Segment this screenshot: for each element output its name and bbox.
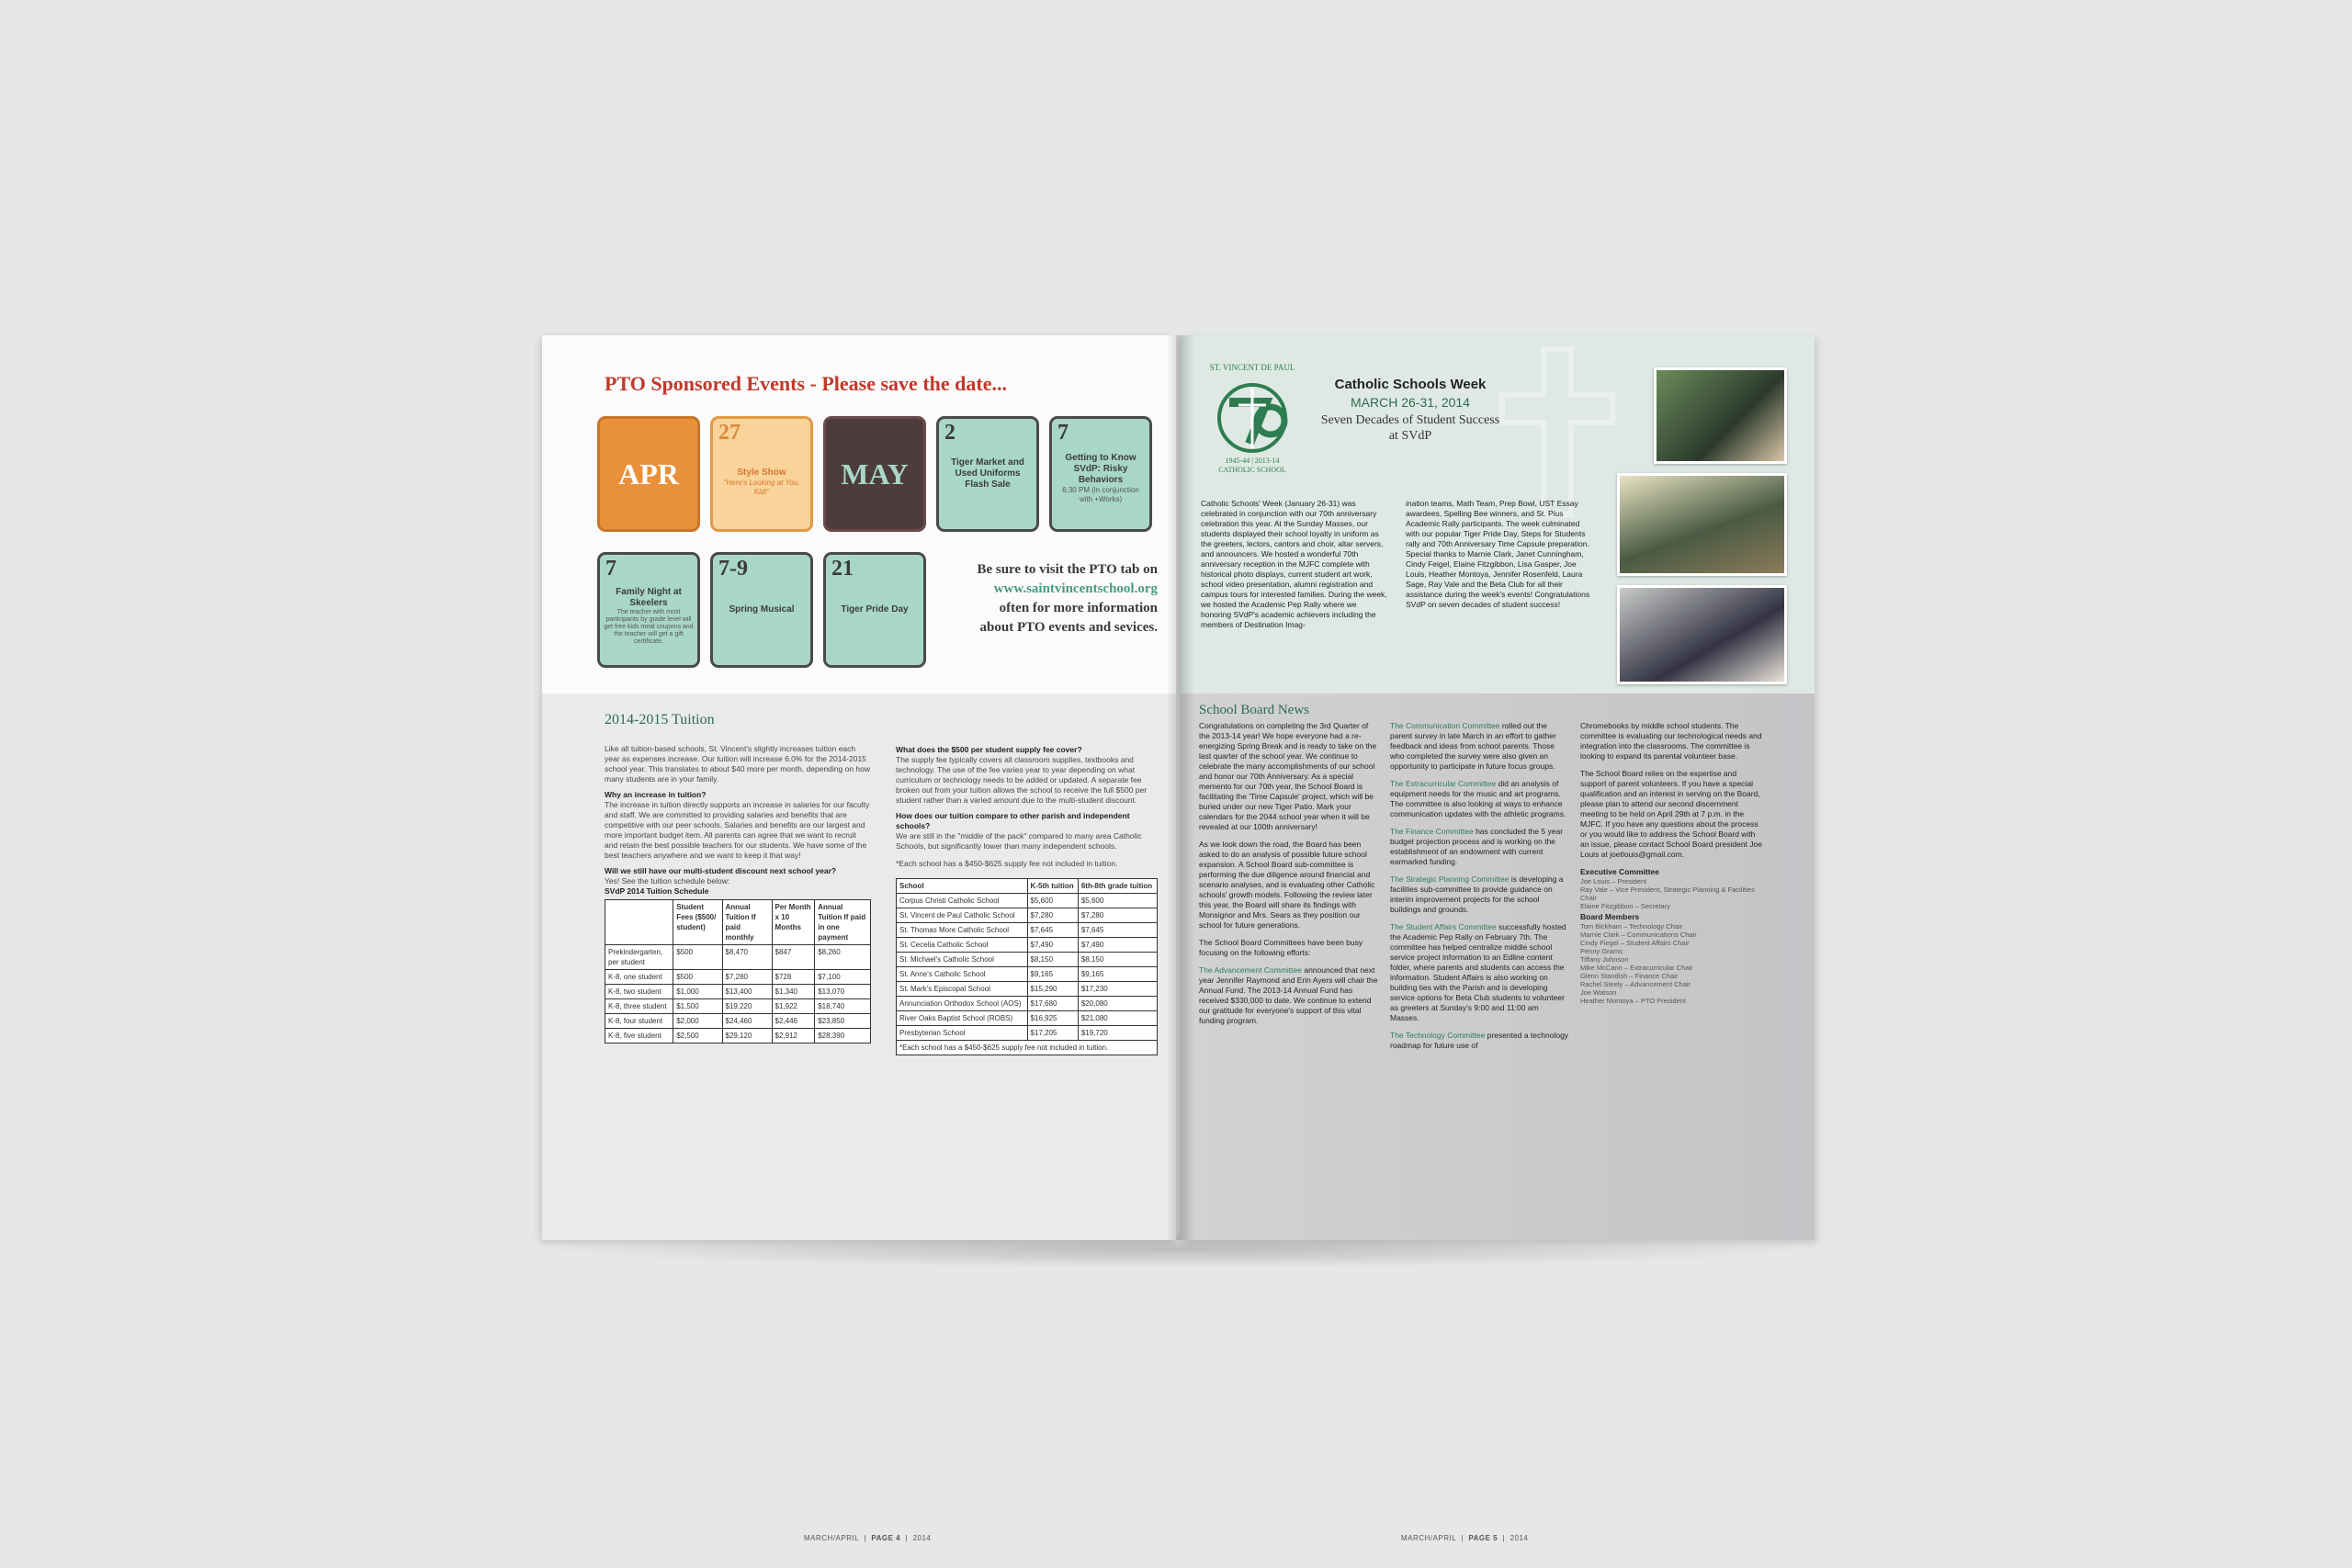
tile-num: 27 bbox=[718, 421, 741, 445]
tile-risky-behaviors bbox=[1049, 416, 1152, 532]
tuition-col-2 bbox=[896, 739, 1158, 1055]
logo-years: 1945-44 | 2013-14 bbox=[1225, 457, 1280, 465]
td: $9,165 bbox=[1027, 967, 1078, 982]
board-list bbox=[1580, 922, 1764, 1005]
td: $7,645 bbox=[1078, 923, 1157, 938]
right-page bbox=[1181, 335, 1815, 1542]
sb-col-3 bbox=[1580, 721, 1764, 1005]
events-section bbox=[542, 335, 1176, 694]
td: $500 bbox=[673, 970, 722, 985]
left-page bbox=[542, 335, 1176, 1542]
paragraph: We are still in the "middle of the pack" compared to many area Catholic Schools, but significantly lower than many independent schools. bbox=[896, 831, 1142, 851]
committee-text: did an analysis of equipment needs for the music and art programs. The committee is also looking at ways to enhance communication updates with the athletic programs. bbox=[1390, 779, 1566, 818]
paragraph: Chromebooks by middle school students. The committee is evaluating our technological needs and integration into the classrooms. The committee is looking to expand its parental volunteer base. bbox=[1580, 721, 1762, 761]
td: $7,100 bbox=[815, 970, 871, 985]
csw-title: Catholic Schools Week bbox=[1334, 377, 1487, 392]
table-row bbox=[897, 967, 1158, 982]
td: St. Vincent de Paul Catholic School bbox=[897, 908, 1028, 923]
td: $16,925 bbox=[1027, 1011, 1078, 1026]
table-row bbox=[897, 953, 1158, 967]
td: $7,490 bbox=[1027, 938, 1078, 953]
td: $28,390 bbox=[815, 1029, 871, 1043]
committee-name: The Finance Committee bbox=[1390, 827, 1474, 836]
logo-school: CATHOLIC SCHOOL bbox=[1218, 466, 1286, 474]
tile-title: Getting to Know SVdP: Risky Behaviors bbox=[1065, 453, 1136, 485]
sb-col-1 bbox=[1199, 721, 1378, 1026]
committee-name: The Student Affairs Committee bbox=[1390, 922, 1497, 931]
footer-year: 2014 bbox=[1510, 1534, 1529, 1542]
students-photo-1 bbox=[1654, 367, 1787, 464]
exec-title: Executive Committee bbox=[1580, 867, 1659, 876]
td: $20,080 bbox=[1078, 997, 1157, 1011]
footer-year: 2014 bbox=[912, 1534, 932, 1542]
td: St. Cecelia Catholic School bbox=[897, 938, 1028, 953]
list-item: Cindy Fiegel – Student Affairs Chair bbox=[1580, 939, 1690, 947]
list-item: Mike McCann – Extracurricular Chair bbox=[1580, 964, 1693, 972]
question: Why an increase in tuition? bbox=[605, 790, 707, 799]
csw-col-1: Catholic Schools' Week (January 26-31) was celebrated in conjunction with our 70th anniversary celebration this year. At the Sunday Masses, our students displayed their school loyalty in uniform as the greeters, lectors, cantors and choir, altar servers, and announcers. We hosted a wonderful 70th anniversary reception in the MJFC complete with historical photo displays, current student art work, school video presentation, alumni registration and campus tours for interested families. During the week, we hosted the Academic Pep Rally where we honoring SVdP's academic achievers including the members of Destination Imag- bbox=[1201, 499, 1387, 629]
list-item: Heather Montoya – PTO President bbox=[1580, 997, 1686, 1005]
table-row bbox=[897, 1026, 1158, 1041]
committee-text: is developing a facilities sub-committee to provide guidance on interim improvement projects for the school buildings and grounds. bbox=[1390, 874, 1564, 914]
committee-name: The Communication Committee bbox=[1390, 721, 1500, 730]
td: K-8, five student bbox=[605, 1029, 673, 1043]
list-item: Penny Grams bbox=[1580, 947, 1623, 955]
paragraph bbox=[1199, 965, 1378, 1026]
td: $17,680 bbox=[1027, 997, 1078, 1011]
td: St. Thomas More Catholic School bbox=[897, 923, 1028, 938]
tile-tiger-market bbox=[936, 416, 1039, 532]
paragraph: The School Board Committees have been busy focusing on the following efforts: bbox=[1199, 938, 1363, 957]
td: $24,460 bbox=[722, 1014, 772, 1029]
note: *Each school has a $450-$625 supply fee not included in tuition. bbox=[896, 859, 1118, 868]
exec-list bbox=[1580, 877, 1764, 910]
committee-name: The Extracurricular Committee bbox=[1390, 779, 1497, 788]
committee-item bbox=[1390, 827, 1569, 867]
tile-big: MAY bbox=[841, 457, 909, 491]
td: $5,600 bbox=[1027, 894, 1078, 908]
schedule-title: SVdP 2014 Tuition Schedule bbox=[605, 886, 709, 896]
question: What does the $500 per student supply fee cover? bbox=[896, 745, 1082, 754]
td: $19,720 bbox=[1078, 1026, 1157, 1041]
footer-issue: MARCH/APRIL bbox=[1401, 1534, 1456, 1542]
tile-may bbox=[823, 416, 926, 532]
visit-line: often for more information bbox=[999, 601, 1158, 615]
tuition-col-1 bbox=[605, 744, 871, 1043]
tile-apr bbox=[597, 416, 700, 532]
tile-title: Tiger Pride Day bbox=[841, 604, 909, 615]
footer-issue: MARCH/APRIL bbox=[804, 1534, 859, 1542]
td: K-8, two student bbox=[605, 985, 673, 999]
paragraph: The increase in tuition directly supports an increase in salaries for our faculty and staff. We are committed to providing salaries and benefits that are competitive with our peer schools. Salaries and benefits are our largest and more important budget item. All parents can agree that we want to recruit and retain the best possible teachers for our students. We have some of the best teachers anywhere and we want to keep it that way! bbox=[605, 800, 870, 860]
table-row bbox=[897, 938, 1158, 953]
csw-header bbox=[1318, 377, 1502, 444]
td: $1,500 bbox=[673, 999, 722, 1014]
tile-sub: The teacher with most participants by grade level will get free kids meal coupons and the teacher will get a gift certificate. bbox=[604, 609, 694, 645]
table-row bbox=[605, 985, 871, 999]
td: $8,260 bbox=[815, 945, 871, 970]
pto-url-link[interactable]: www.saintvincentschool.org bbox=[993, 581, 1158, 596]
tile-title: Style Show bbox=[737, 468, 786, 478]
td: $7,280 bbox=[1078, 908, 1157, 923]
th: Annual Tuition If paid monthly bbox=[722, 900, 772, 945]
td: River Oaks Baptist School (ROBS) bbox=[897, 1011, 1028, 1026]
paragraph: Yes! See the tuition schedule below: bbox=[605, 876, 730, 886]
td: Corpus Christi Catholic School bbox=[897, 894, 1028, 908]
committee-item bbox=[1390, 922, 1569, 1023]
csw-section bbox=[1181, 335, 1815, 694]
tuition-compare-table bbox=[896, 878, 1158, 1055]
td: $2,912 bbox=[772, 1029, 815, 1043]
tuition-section bbox=[542, 694, 1176, 1542]
td: $7,280 bbox=[722, 970, 772, 985]
td: $1,922 bbox=[772, 999, 815, 1014]
logo-name: ST. VINCENT DE PAUL bbox=[1209, 363, 1295, 372]
th: Annual Tuition If paid in one payment bbox=[815, 900, 871, 945]
tile-num: 7 bbox=[605, 557, 616, 581]
td: K-8, four student bbox=[605, 1014, 673, 1029]
td: $23,850 bbox=[815, 1014, 871, 1029]
td: $2,000 bbox=[673, 1014, 722, 1029]
td: $17,205 bbox=[1027, 1026, 1078, 1041]
th: School bbox=[897, 879, 1028, 894]
td: Annunciation Orthodox School (AOS) bbox=[897, 997, 1028, 1011]
tile-sub: "Here's Looking at You, Kid!" bbox=[723, 479, 800, 496]
sb-col-2 bbox=[1390, 721, 1569, 1051]
td: $18,740 bbox=[815, 999, 871, 1014]
committee-name: The Technology Committee bbox=[1390, 1031, 1486, 1040]
tile-title: Tiger Market and Used Uniforms Flash Sale bbox=[951, 457, 1024, 490]
td: K-8, three student bbox=[605, 999, 673, 1014]
tile-num: 7 bbox=[1057, 421, 1069, 445]
paragraph: The School Board relies on the expertise and support of parent volunteers. If you have a special qualification and an interest in serving on the Board, please plan to attend our second discernment meeting to be held on April 29th at 7 p.m. in the MJFC. If you have any questions about the process or you would like to address the School Board with an issue, please contact School Board president Joe Louis at joetlouis@gmail.com. bbox=[1580, 769, 1762, 859]
tile-title: Family Night at Skeelers bbox=[616, 587, 682, 608]
th: Per Month x 10 Months bbox=[772, 900, 815, 945]
tile-num: 21 bbox=[831, 557, 854, 581]
committee-item bbox=[1390, 1031, 1569, 1051]
td: $13,070 bbox=[815, 985, 871, 999]
table-row bbox=[897, 982, 1158, 997]
table-row bbox=[605, 1029, 871, 1043]
committee-name: The Strategic Planning Committee bbox=[1390, 874, 1510, 884]
td: $9,165 bbox=[1078, 967, 1157, 982]
committee-name: The Advancement Committee bbox=[1199, 965, 1302, 975]
table-row bbox=[897, 1041, 1158, 1055]
spine-fold bbox=[1167, 335, 1194, 1240]
events-title: PTO Sponsored Events - Please save the date... bbox=[605, 372, 1007, 395]
page-footer: MARCH/APRIL | PAGE 4 | 2014 bbox=[804, 1534, 932, 1542]
tile-num: 2 bbox=[944, 421, 956, 445]
tile-big: APR bbox=[618, 457, 679, 491]
committee-item bbox=[1390, 779, 1569, 819]
list-item: Joe Louis – President bbox=[1580, 877, 1647, 886]
th bbox=[605, 900, 673, 945]
school-board-section bbox=[1181, 694, 1815, 1542]
tile-tiger-pride bbox=[823, 552, 926, 668]
cross-watermark-icon bbox=[1502, 349, 1612, 514]
table-row bbox=[897, 894, 1158, 908]
td: $8,150 bbox=[1078, 953, 1157, 967]
sb-title: School Board News bbox=[1199, 703, 1309, 717]
tile-family-night bbox=[597, 552, 700, 668]
td: $8,150 bbox=[1027, 953, 1078, 967]
td: $1,340 bbox=[772, 985, 815, 999]
tuition-schedule-table bbox=[605, 899, 871, 1043]
students-photo-2 bbox=[1617, 473, 1787, 576]
td: $847 bbox=[772, 945, 815, 970]
tile-spring-musical bbox=[710, 552, 813, 668]
tile-title: Spring Musical bbox=[729, 604, 795, 615]
csw-date: MARCH 26-31, 2014 bbox=[1351, 395, 1470, 410]
td: $5,600 bbox=[1078, 894, 1157, 908]
td: $728 bbox=[772, 970, 815, 985]
list-item: Tom Bickham – Technology Chair bbox=[1580, 922, 1683, 931]
footer-page: PAGE 5 bbox=[1468, 1534, 1498, 1542]
students-photo-3 bbox=[1617, 585, 1787, 684]
table-row bbox=[605, 999, 871, 1014]
td: $19,220 bbox=[722, 999, 772, 1014]
visit-line: Be sure to visit the PTO tab on bbox=[977, 562, 1158, 577]
list-item: Ray Vale – Vice President, Strategic Planning & Facilities Chair bbox=[1580, 886, 1755, 902]
paragraph: As we look down the road, the Board has been asked to do an analysis of possible future school expansion. A School Board sub-committee is performing the due diligence around financial and scenario analyses, and is evaluating other Catholic schools' growth models. Following the review later this year, the Board will share its findings with Monsignor and Mrs. Sears as they position our school for future generations. bbox=[1199, 840, 1375, 930]
committee-text: announced that next year Jennifer Raymond and Erin Ayers will chair the Annual Fund. The 2013-14 Annual Fund has received $330,000 to date. We continue to extend our gratitude for everyone's support of this vital funding program. bbox=[1199, 965, 1378, 1025]
td: *Each school has a $450-$625 supply fee not included in tuition. bbox=[897, 1041, 1158, 1055]
tile-style-show bbox=[710, 416, 813, 532]
td: $13,400 bbox=[722, 985, 772, 999]
committee-text: successfully hosted the Academic Pep Rally on February 7th. The committee has helped centralize middle school service project information to an Edline content folder, where parents and students can access the information. Student Affairs is also working on building ties with the Parish and is developing service options for Beta Club students to volunteer as greeters at Sunday's 9:00 and 11:00 am Masses. bbox=[1390, 922, 1566, 1022]
committee-text: presented a technology roadmap for future use of bbox=[1390, 1031, 1569, 1050]
svdp-70th-logo-icon bbox=[1197, 361, 1307, 471]
list-item: Marnie Clark – Communications Chair bbox=[1580, 931, 1697, 939]
td: St. Michael's Catholic School bbox=[897, 953, 1028, 967]
visit-line: about PTO events and sevices. bbox=[979, 620, 1158, 635]
paragraph: The supply fee typically covers all classroom supplies, textbooks and technology. The use of the fee varies year to year depending on what curriculum or technology needs to be added or updated. A separate fee broken out from your tuition allows the school to receive the full $500 per student rather than a varied amount due to the multi-student discount. bbox=[896, 755, 1148, 805]
td: Presbyterian School bbox=[897, 1026, 1028, 1041]
csw-col-2: ination teams, Math Team, Prep Bowl, UST Essay awardees, Spelling Bee winners, and St. Pius Academic Rally participants. The week culminated with our popular Tiger Pride Day, Steps for Students rally and 70th Anniversary Time Capsule preparation. Special thanks to Marnie Clark, Janet Cunningham, Cindy Feigel, Elaine Fitzgibbon, Lisa Gasper, Joe Louis, Heather Montoya, Jennifer Rosenfeld, Laura Sage, Ray Vale and the Beta Club for all their assistance during the week's events! Congratulations SVdP on seven decades of student success! bbox=[1406, 499, 1590, 609]
td: $7,490 bbox=[1078, 938, 1157, 953]
table-row bbox=[605, 970, 871, 985]
th: K-5th tuition bbox=[1027, 879, 1078, 894]
td: $7,280 bbox=[1027, 908, 1078, 923]
table-row bbox=[897, 997, 1158, 1011]
list-item: Elaine Fitzgibbon – Secretary bbox=[1580, 902, 1670, 910]
td: St. Mark's Episcopal School bbox=[897, 982, 1028, 997]
tile-sub: 6:30 PM (in conjunction with +Works) bbox=[1062, 486, 1139, 503]
th: 6th-8th grade tuition bbox=[1078, 879, 1157, 894]
tuition-title: 2014-2015 Tuition bbox=[605, 712, 715, 728]
tile-num: 7-9 bbox=[718, 557, 748, 581]
td: $2,446 bbox=[772, 1014, 815, 1029]
question: How does our tuition compare to other parish and independent schools? bbox=[896, 811, 1130, 830]
footer-page: PAGE 4 bbox=[871, 1534, 901, 1542]
td: K-8, one student bbox=[605, 970, 673, 985]
board-title: Board Members bbox=[1580, 912, 1640, 921]
td: $29,120 bbox=[722, 1029, 772, 1043]
td: $17,230 bbox=[1078, 982, 1157, 997]
paragraph: Like all tuition-based schools, St. Vincent's slightly increases tuition each year as expenses increase. Our tuition will increase 6.0% for the 2014-2015 school year. This translates to about $40 more per month, depending on how many students are in your family. bbox=[605, 744, 871, 784]
paragraph: Congratulations on completing the 3rd Quarter of the 2013-14 year! We hope everyone had a re-energizing Spring Break and is ready to take on the last quarter of the school year. We continue to celebrate the many accomplishments of our school and honor our 70th Anniversary. As a special memento for our 70th year, the School Board is facilitating the 'Time Capsule' project, which will be buried under our new Tiger Patio. Mark your calendars for the 2044 school year when it will be revealed at our 100th anniversary! bbox=[1199, 721, 1377, 831]
td: $500 bbox=[673, 945, 722, 970]
list-item: Rachel Steely – Advancement Chair bbox=[1580, 980, 1691, 988]
list-item: Glenn Standish – Finance Chair bbox=[1580, 972, 1679, 980]
td: St. Anne's Catholic School bbox=[897, 967, 1028, 982]
table-row bbox=[897, 923, 1158, 938]
td: $21,080 bbox=[1078, 1011, 1157, 1026]
committee-text: rolled out the parent survey in late March in an effort to gather feedback and ideas from school parents. Those who completed the survey were also given an opportunity to participate in future focus groups. bbox=[1390, 721, 1556, 771]
csw-subtitle: Seven Decades of Student Success at SVdP bbox=[1320, 413, 1500, 443]
td: $8,470 bbox=[722, 945, 772, 970]
committee-item bbox=[1390, 721, 1569, 772]
committee-text: has concluded the 5 year budget projection process and is working on the establishment of an endowment with current earmarked funding. bbox=[1390, 827, 1564, 866]
td: $1,000 bbox=[673, 985, 722, 999]
table-row bbox=[897, 908, 1158, 923]
td: Prekindergarten, per student bbox=[605, 945, 673, 970]
page-footer: MARCH/APRIL | PAGE 5 | 2014 bbox=[1401, 1534, 1529, 1542]
td: $15,290 bbox=[1027, 982, 1078, 997]
table-row bbox=[605, 1014, 871, 1029]
pto-visit-note bbox=[928, 560, 1158, 637]
th: Student Fees ($500/ student) bbox=[673, 900, 722, 945]
td: $7,645 bbox=[1027, 923, 1078, 938]
list-item: Joe Watson bbox=[1580, 988, 1617, 997]
list-item: Tiffany Johnson bbox=[1580, 955, 1629, 964]
table-row bbox=[897, 1011, 1158, 1026]
table-row bbox=[605, 945, 871, 970]
td: $2,500 bbox=[673, 1029, 722, 1043]
committee-item bbox=[1390, 874, 1569, 915]
question: Will we still have our multi-student discount next school year? bbox=[605, 866, 837, 875]
